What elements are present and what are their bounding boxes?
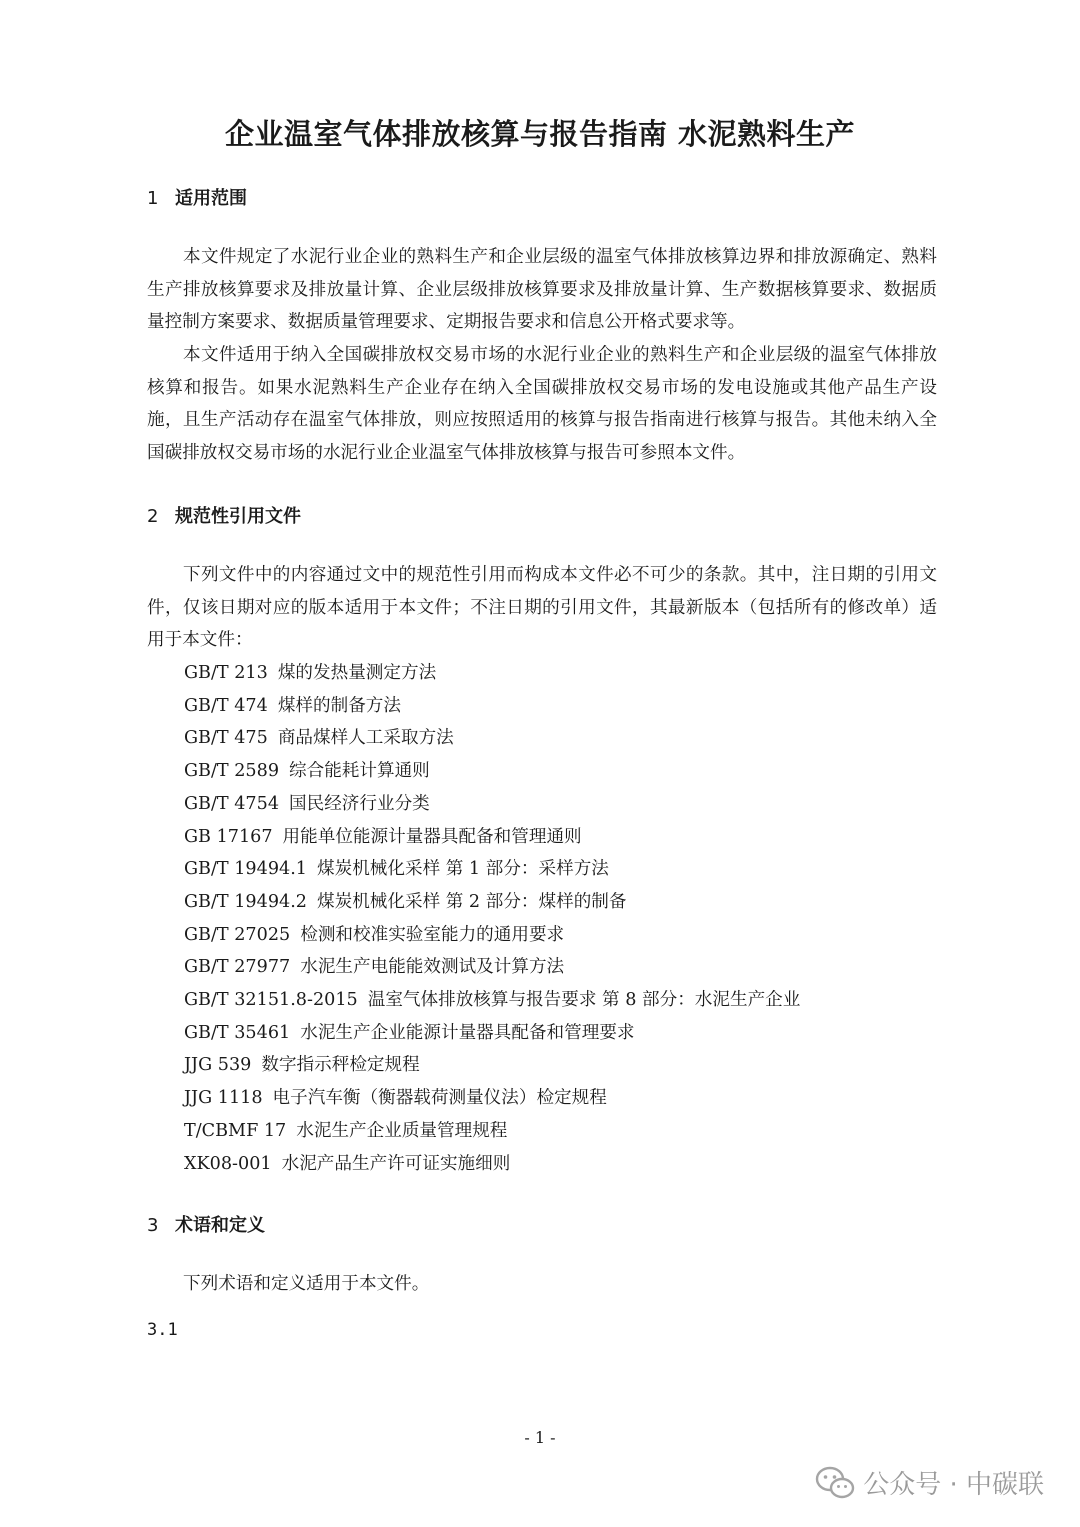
reference-item (184, 853, 800, 886)
reference-item (184, 919, 800, 952)
reference-code: GB/T 213 (184, 663, 268, 683)
reference-title: 综合能耗计算通则 (289, 761, 430, 782)
section-title: 术语和定义 (175, 1215, 265, 1236)
reference-title: 电子汽车衡（衡器载荷测量仪法）检定规程 (272, 1088, 607, 1109)
section-title: 适用范围 (175, 188, 247, 209)
paragraph-references-intro: 下列文件中的内容通过文中的规范性引用而构成本文件必不可少的条款。其中，注日期的引用文件，仅该日期对应的版本适用于本文件；不注日期的引用文件，其最新版本（包括所有的修改单）适用于本文件： (147, 565, 937, 651)
reference-item (184, 984, 800, 1017)
reference-code: JJG 1118 (184, 1088, 263, 1109)
reference-item (184, 722, 800, 755)
reference-title: 水泥生产企业质量管理规程 (296, 1120, 508, 1141)
reference-item (184, 690, 800, 723)
reference-code: JJG 539 (184, 1055, 252, 1076)
reference-code: GB 17167 (184, 826, 273, 847)
paragraph-scope-2: 本文件适用于纳入全国碳排放权交易市场的水泥行业企业的熟料生产和企业层级的温室气体排放核算和报告。如果水泥熟料生产企业存在纳入全国碳排放权交易市场的发电设施或其他产品生产设施，且生产活动存在温室气体排放，则应按照适用的核算与报告指南进行核算与报告。其他未纳入全国碳排放权交易市场的水泥行业企业温室气体排放核算与报告可参照本文件。 (147, 345, 937, 464)
reference-item (184, 657, 800, 690)
reference-code: XK08-001 (184, 1153, 272, 1174)
reference-code: GB/T 19494.2 (184, 891, 307, 912)
reference-code: GB/T 32151.8-2015 (184, 990, 358, 1011)
section-heading-2 (147, 502, 301, 528)
reference-title: 水泥生产电能能效测试及计算方法 (300, 957, 565, 978)
reference-title: 数字指示秤检定规程 (261, 1055, 420, 1076)
section-number: 3 (147, 1215, 159, 1236)
reference-code: GB/T 2589 (184, 761, 280, 782)
paragraph-terms-intro: 下列术语和定义适用于本文件。 (183, 1274, 430, 1294)
section-heading-3 (147, 1211, 265, 1237)
reference-code: GB/T 27977 (184, 957, 291, 978)
reference-list (184, 657, 800, 1180)
document-title: 企业温室气体排放核算与报告指南 水泥熟料生产 (224, 117, 856, 151)
subsection-number: 3.1 (147, 1320, 178, 1340)
reference-code: GB/T 4754 (184, 793, 280, 814)
reference-code: T/CBMF 17 (184, 1120, 287, 1141)
paragraph-scope-1: 本文件规定了水泥行业企业的熟料生产和企业层级的温室气体排放核算边界和排放源确定、熟料生产排放核算要求及排放量计算、企业层级排放核算要求及排放量计算、生产数据核算要求、数据质量控制方案要求、数据质量管理要求、定期报告要求和信息公开格式要求等。 (147, 247, 937, 333)
reference-title: 煤样的制备方法 (277, 695, 401, 716)
section-number: 2 (147, 506, 159, 527)
reference-code: GB/T 27025 (184, 924, 291, 945)
reference-item (184, 1017, 800, 1050)
section-heading-1 (147, 184, 247, 210)
reference-item (184, 886, 800, 919)
section-title: 规范性引用文件 (175, 506, 301, 527)
reference-item (184, 755, 800, 788)
reference-title: 水泥产品生产许可证实施细则 (281, 1153, 511, 1174)
reference-code: GB/T 35461 (184, 1022, 291, 1043)
reference-item (184, 1049, 800, 1082)
reference-title: 煤炭机械化采样 第 1 部分：采样方法 (317, 859, 609, 880)
watermark (815, 1464, 1044, 1501)
reference-item (184, 951, 800, 984)
reference-code: GB/T 19494.1 (184, 859, 307, 880)
reference-item (184, 1148, 800, 1181)
reference-title: 国民经济行业分类 (289, 793, 430, 814)
reference-title: 煤的发热量测定方法 (277, 663, 437, 683)
reference-item (184, 1082, 800, 1115)
reference-item (184, 821, 800, 854)
reference-title: 用能单位能源计量器具配备和管理通则 (282, 826, 582, 847)
wechat-icon (815, 1466, 855, 1500)
reference-title: 煤炭机械化采样 第 2 部分：煤样的制备 (317, 891, 627, 912)
reference-title: 商品煤样人工采取方法 (277, 728, 454, 749)
reference-title: 水泥生产企业能源计量器具配备和管理要求 (300, 1022, 635, 1043)
reference-title: 检测和校准实验室能力的通用要求 (300, 924, 565, 945)
reference-code: GB/T 475 (184, 728, 268, 749)
reference-code: GB/T 474 (184, 695, 268, 716)
reference-item (184, 788, 800, 821)
page-number: - 1 - (524, 1428, 556, 1447)
section-number: 1 (147, 188, 159, 209)
watermark-text: 公众号 · 中碳联 (863, 1470, 1044, 1500)
reference-title: 温室气体排放核算与报告要求 第 8 部分：水泥生产企业 (367, 990, 801, 1011)
reference-item (184, 1115, 800, 1148)
